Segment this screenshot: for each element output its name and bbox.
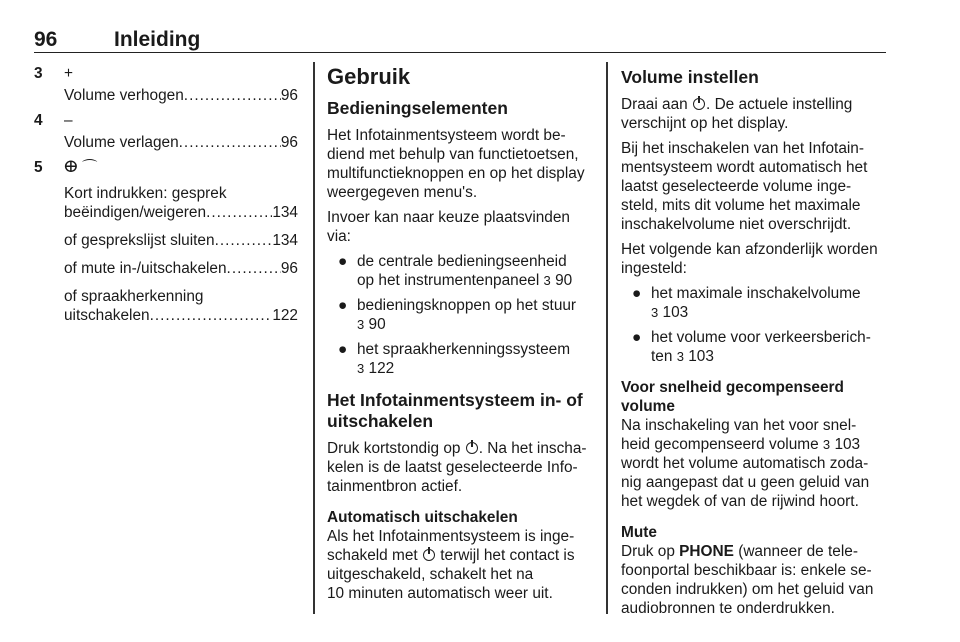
bullet-list [621,284,887,366]
column-left [34,64,298,325]
column-divider-1 [313,62,315,614]
toc-line: beëindigen/weigeren ..... 134 [64,203,298,222]
list-item: ● het volume voor verkeersberich- ten 3 103 [632,329,871,365]
power-icon [466,442,478,454]
control-item-5 [34,158,298,325]
column-middle [327,64,591,603]
item-number: 4 [34,112,43,129]
power-icon [693,98,705,110]
toc-line: Volume verhogen ..... 96 [64,86,298,105]
list-item: ● bedieningsknoppen op het stuur 3 90 [338,297,577,333]
minus-icon: – [64,112,73,129]
control-item-4 [34,111,298,152]
page-ref-icon: 3 [822,437,831,452]
page-ref-icon: 3 [676,349,684,364]
toc-line: Volume verlagen ..... 96 [64,133,298,152]
subsection-heading: Het Infotainmentsysteem in- of uitschakelen [327,390,583,431]
toc-line: of mute in-/uitschakelen ..... 96 [64,259,298,278]
entry-text: of spraakherkenning [64,288,204,305]
page-ref-icon: 3 [357,317,365,332]
power-icon [423,549,435,561]
column-divider-2 [606,62,608,614]
item-number: 5 [34,159,43,176]
plus-icon: + [64,65,73,82]
paragraph: Het volgende kan afzonderlijk worden ingesteld: [621,241,878,277]
page-number: 96 [34,28,58,51]
bullet-list [327,252,591,378]
paragraph: Het Infotainmentsysteem wordt be- diend met behulp van functietoetsen, multifunctieknoppen en op het display weergegeven menu's. [327,127,585,201]
page-header [34,28,886,53]
paragraph: Druk kortstondig op . Na het inscha- kelen is de laatst geselecteerde Info- tainmentbron actief. [327,440,587,495]
subsection-heading: Volume instellen [621,67,759,87]
toc-line: of gesprekslijst sluiten ..... 134 [64,231,298,250]
list-item: ● het spraakherkenningssysteem 3 122 [338,341,571,377]
subsection-heading: Bedieningselementen [327,98,508,118]
section-heading: Gebruik [327,64,411,89]
paragraph: Druk op PHONE (wanneer de tele- foonportal beschikbaar is: enkele se- conden indrukken) om het geluid van audiobronnen te onderdrukken. [621,543,874,617]
page-ref-icon: 3 [651,305,659,320]
list-item: ● de centrale bedieningseenheid op het instrumentenpaneel 3 90 [338,253,573,289]
paragraph: Als het Infotainmentsysteem is inge- schakeld met terwijl het contact is uitgeschakeld, schakelt het na 10 minuten automatisch weer uit. [327,528,575,602]
page-title: Inleiding [114,28,201,51]
subsection-heading: Automatisch uitschakelen [327,509,518,526]
item-number: 3 [34,65,43,82]
voice-hangup-icon: ⴲ ⌒ [64,159,98,176]
paragraph: Draai aan . De actuele instelling verschijnt op het display. [621,96,853,132]
paragraph: Bij het inschakelen van het Infotain- mentsysteem wordt automatisch het laatst geselecteerde volume inge- steld, mits dit volume het maximale inschakelvolume niet overschrijdt. [621,140,868,233]
paragraph: Invoer kan naar keuze plaatsvinden via: [327,209,570,245]
column-right [621,64,887,618]
page-ref-icon: 3 [543,273,551,288]
control-item-3 [34,64,298,105]
paragraph: Na inschakeling van het voor snel- heid gecompenseerd volume 3 103 wordt het volume automatisch zoda- nig aangepast dat u geen geluid van het wegdek of van de rijwind hoort. [621,417,870,510]
subsection-heading: Mute [621,524,657,541]
page-ref-icon: 3 [357,361,365,376]
toc-line: uitschakelen ..... 122 [64,306,298,325]
list-item: ● het maximale inschakelvolume 3 103 [632,285,861,321]
subsection-heading: Voor snelheid gecompenseerd volume [621,379,844,415]
entry-text: Kort indrukken: gesprek [64,185,227,202]
phone-key-label: PHONE [679,543,734,560]
